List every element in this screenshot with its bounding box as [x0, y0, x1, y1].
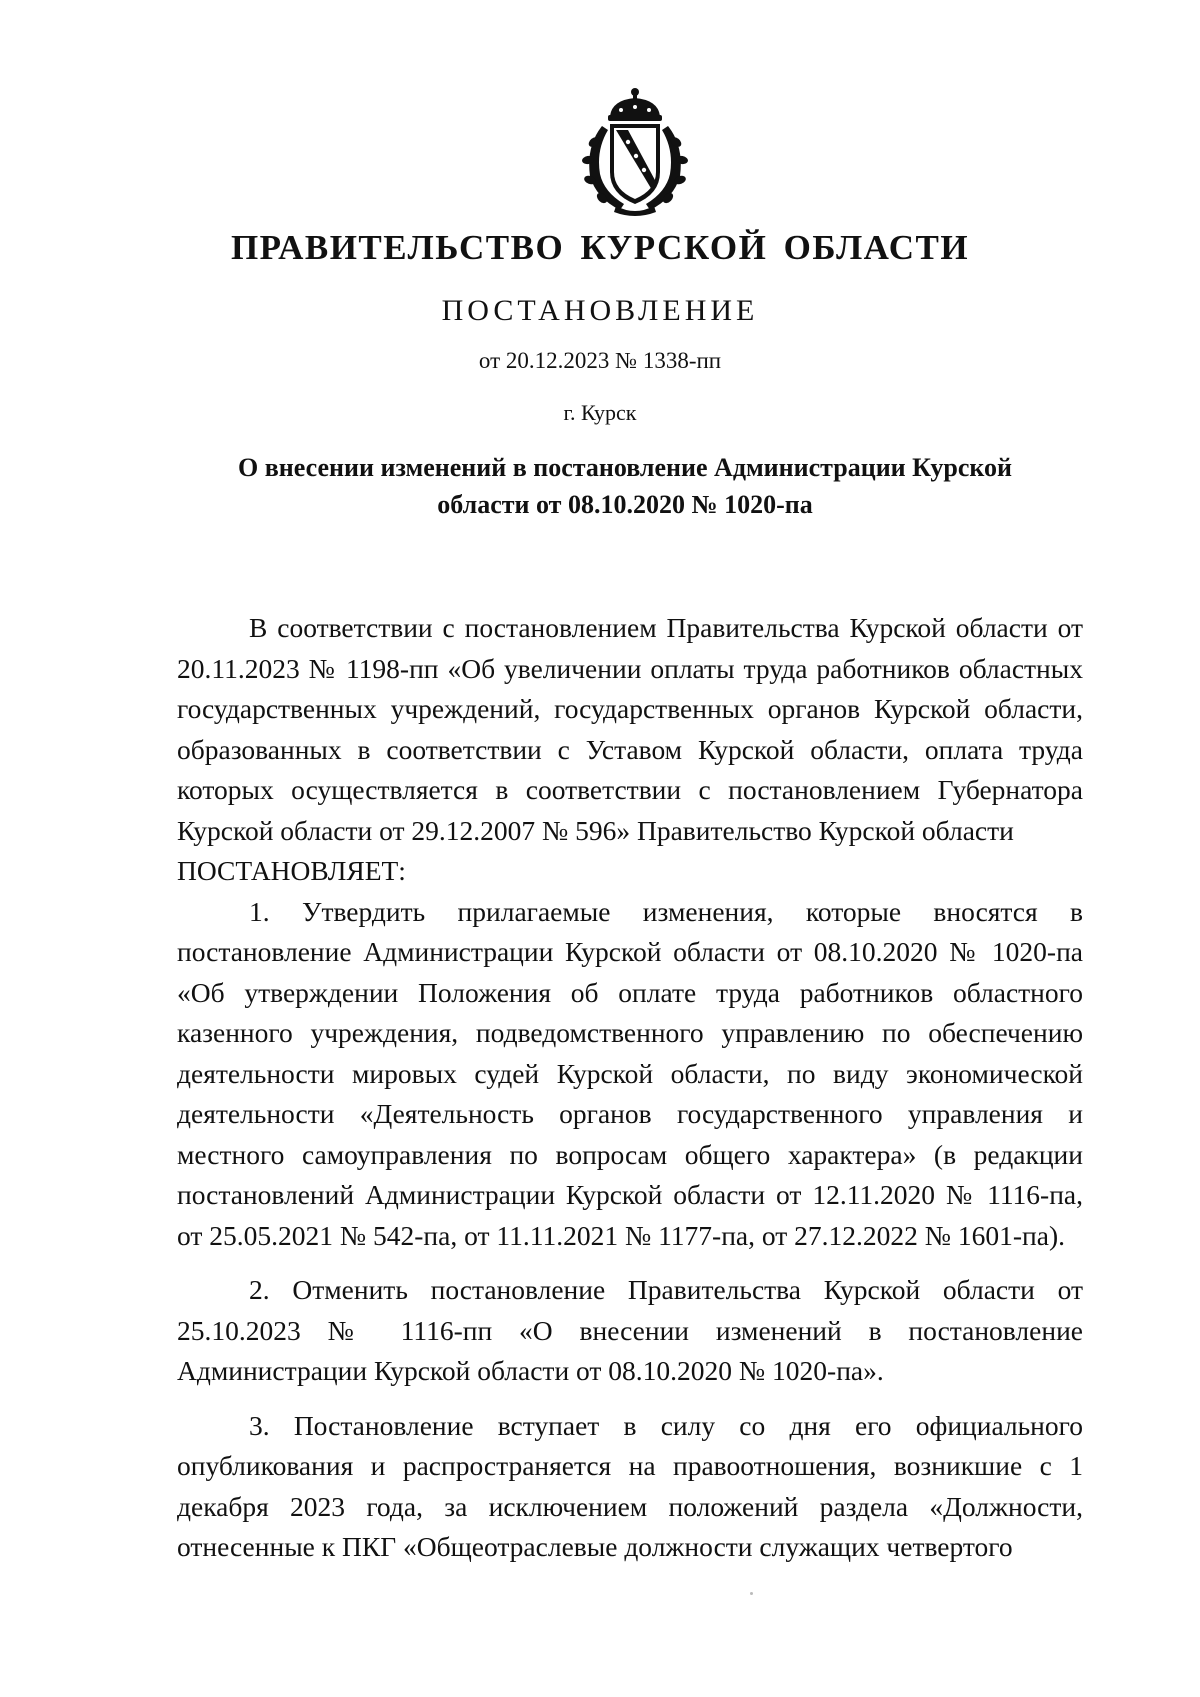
- preamble-paragraph: [177, 608, 1083, 892]
- subject-line-2: области от 08.10.2020 № 1020-па: [437, 490, 813, 519]
- item-2-paragraph: 2. Отменить постановление Правительства Курской области от 25.10.2023 № 1116-пп «О внесении изменений в постановление Администрации Курской области от 08.10.2020 № 1020-па».: [177, 1274, 1083, 1386]
- preamble-text: В соответствии с постановлением Правительства Курской области от 20.11.2023 № 1198-пп «Об увеличении оплаты труда работников областных государственных учреждений, государственных органов Курской области, образованных в соответствии с Уставом Курской области, оплата труда которых осуществляется в соответствии с постановлением Губернатора Курской области от 29.12.2007 № 596» Правительство Курской области: [177, 612, 1083, 846]
- subject-line-1: О внесении изменений в постановление Администрации Курской: [238, 453, 1012, 482]
- scan-dot: [750, 1592, 753, 1595]
- item-1-paragraph: 1. Утвердить прилагаемые изменения, которые вносятся в постановление Администрации Курской области от 08.10.2020 № 1020-па «Об утверждении Положения об оплате труда работников областного казенного учреждения, подведомственного управлению по обеспечению деятельности мировых судей Курской области, по виду экономической деятельности «Деятельность органов государственного управления и местного самоуправления по вопросам общего характера» (в редакции постановлений Администрации Курской области от 12.11.2020 № 1116-па, от 25.05.2021 № 542-па, от 11.11.2021 № 1177-па, от 27.12.2022 № 1601-па).: [177, 895, 1083, 1251]
- item-3-paragraph: 3. Постановление вступает в силу со дня его официального опубликования и распространяется на правоотношения, возникшие с 1 декабря 2023 года, за исключением положений раздела «Должности, отнесенные к ПКГ «Общеотраслевые должности служащих четвертого: [177, 1409, 1083, 1562]
- government-name: ПРАВИТЕЛЬСТВО КУРСКОЙ ОБЛАСТИ: [230, 228, 970, 267]
- document-type: ПОСТАНОВЛЕНИЕ: [441, 294, 759, 327]
- document-city: г. Курск: [563, 400, 637, 425]
- directive-text: ПОСТАНОВЛЯЕТ:: [177, 855, 406, 886]
- document-number: от 20.12.2023 № 1338-пп: [478, 348, 722, 373]
- document-body: [177, 608, 1083, 1568]
- document-subject: [200, 449, 1050, 523]
- kursk-coat-of-arms-icon: [576, 86, 694, 218]
